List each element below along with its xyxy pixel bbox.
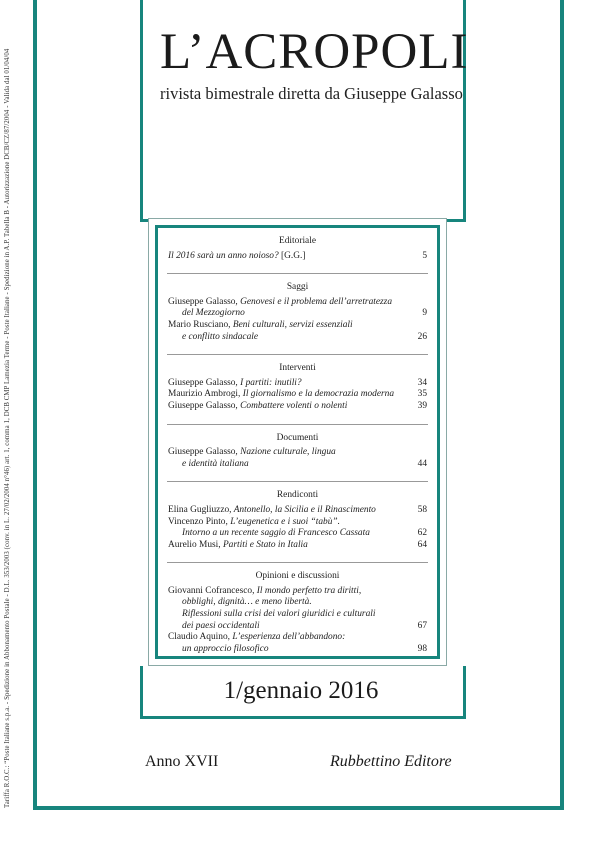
divider [167,273,428,274]
magazine-title: L’ACROPOLI [160,24,469,80]
toc-entry [168,505,427,517]
toc-entry [168,586,427,632]
entry-author: Maurizio Ambrogi, [168,389,241,400]
entry-author: Aurelio Musi, [168,539,221,550]
toc-entry [168,540,427,552]
entry-page: 44 [417,458,427,469]
entry-title: Genovesi e il problema dell’arretratezza [237,296,393,307]
entry-page: 98 [417,643,427,654]
toc-entry [168,378,427,390]
entry-title: Antonello, la Sicilia e il Rinascimento [231,504,376,515]
section-heading: Documenti [276,432,319,443]
entry-title-cont: e conflitto sindacale [182,331,259,342]
entry-title-cont: obblighi, dignità… e meno libertà. [182,597,312,608]
issue-frame-left [140,666,143,719]
entry-page: 26 [417,331,427,342]
toc-entry [168,632,427,655]
entry-title: Il mondo perfetto tra diritti, [254,585,362,596]
entry-page: 39 [417,400,427,411]
toc-entry [168,320,427,343]
entry-author: Giuseppe Galasso, [168,377,238,388]
divider [167,481,428,482]
section-saggi [168,282,427,343]
spine-postal-text: Tariffa R.O.C.: “Poste Italiane s.p.a. - Spedizione in Abbonamento Postale - D.L. 353/2003 (conv. in L. 27/02/2004 n°46) art. 1, comma 1, DCB CMP Lamezia Terme - Poste Italiane - Spedizione in A.P. Tabella B - Autorizzazione DCB/CZ/87/2004 - Valida dal 01/04/04 [4,48,11,808]
toc-content [168,236,427,666]
section-rendiconti [168,490,427,551]
magazine-subtitle: rivista bimestrale diretta da Giuseppe Galasso [160,84,463,103]
divider [167,424,428,425]
table-of-contents [148,218,447,666]
entry-author: Giuseppe Galasso, [168,296,238,307]
entry-author: Giuseppe Galasso, [168,447,238,458]
entry-title: Beni culturali, servizi essenziali [230,319,353,330]
entry-title: L’esperienza dell’abbandono: [229,632,346,643]
entry-author: Vincenzo Pinto, [168,516,228,527]
entry-title-cont: e identità italiana [182,458,249,469]
divider [167,354,428,355]
entry-author: Elina Gugliuzzo, [168,504,232,515]
volume-year: Anno XVII [145,753,219,770]
entry-page: 58 [417,504,427,515]
entry-author: Claudio Aquino, [168,632,230,643]
entry-author: Giovanni Cofrancesco, [168,585,255,596]
toc-entry [168,401,427,413]
section-editoriale [168,236,427,262]
entry-page: 9 [422,308,427,319]
entry-title-cont: Intorno a un recente saggio di Francesco Cassata [182,528,370,539]
entry-page: 34 [417,377,427,388]
entry-title: Partiti e Stato in Italia [220,539,308,550]
entry-title: I partiti: inutili? [237,377,302,388]
section-documenti [168,433,427,471]
section-heading: Interventi [279,363,316,374]
section-heading: Rendiconti [276,490,319,501]
toc-entry [168,517,427,540]
toc-entry [168,389,427,401]
toc-entry [168,251,427,263]
entry-title: Nazione culturale, lingua [237,447,336,458]
section-interventi [168,363,427,412]
entry-title: Combattere volenti o nolenti [237,400,348,411]
toc-entry [168,447,427,470]
issue-number: 1/gennaio 2016 [223,677,379,704]
issue-frame-right [463,666,466,719]
entry-title-cont: dei paesi occidentali [182,620,260,631]
entry-author: Mario Rusciano, [168,319,231,330]
issue-frame-bottom [140,716,466,719]
entry-title-cont: del Mezzogiorno [182,308,245,319]
entry-author: Giuseppe Galasso, [168,400,238,411]
entry-title: Il giornalismo e la democrazia moderna [240,389,395,400]
entry-page: 5 [422,250,427,261]
entry-title: Il 2016 sarà un anno noioso? [168,250,279,261]
toc-entry [168,297,427,320]
entry-page: 35 [417,389,427,400]
entry-page: 67 [417,620,427,631]
entry-title: L’eugenetica e i suoi “tabù”. [227,516,340,527]
publisher-name: Rubbettino Editore [330,753,452,770]
entry-page: 62 [417,528,427,539]
section-heading: Editoriale [279,236,316,246]
entry-author: [G.G.] [278,250,306,261]
toc-border [155,225,440,659]
divider [167,562,428,563]
entry-title-cont: Riflessioni sulla crisi dei valori giuridici e culturali [182,609,376,620]
section-heading: Saggi [286,282,309,293]
entry-title-cont: un approccio filosofico [182,643,269,654]
section-heading: Opinioni e discussioni [255,571,340,582]
entry-page: 64 [417,539,427,550]
section-opinioni [168,571,427,655]
